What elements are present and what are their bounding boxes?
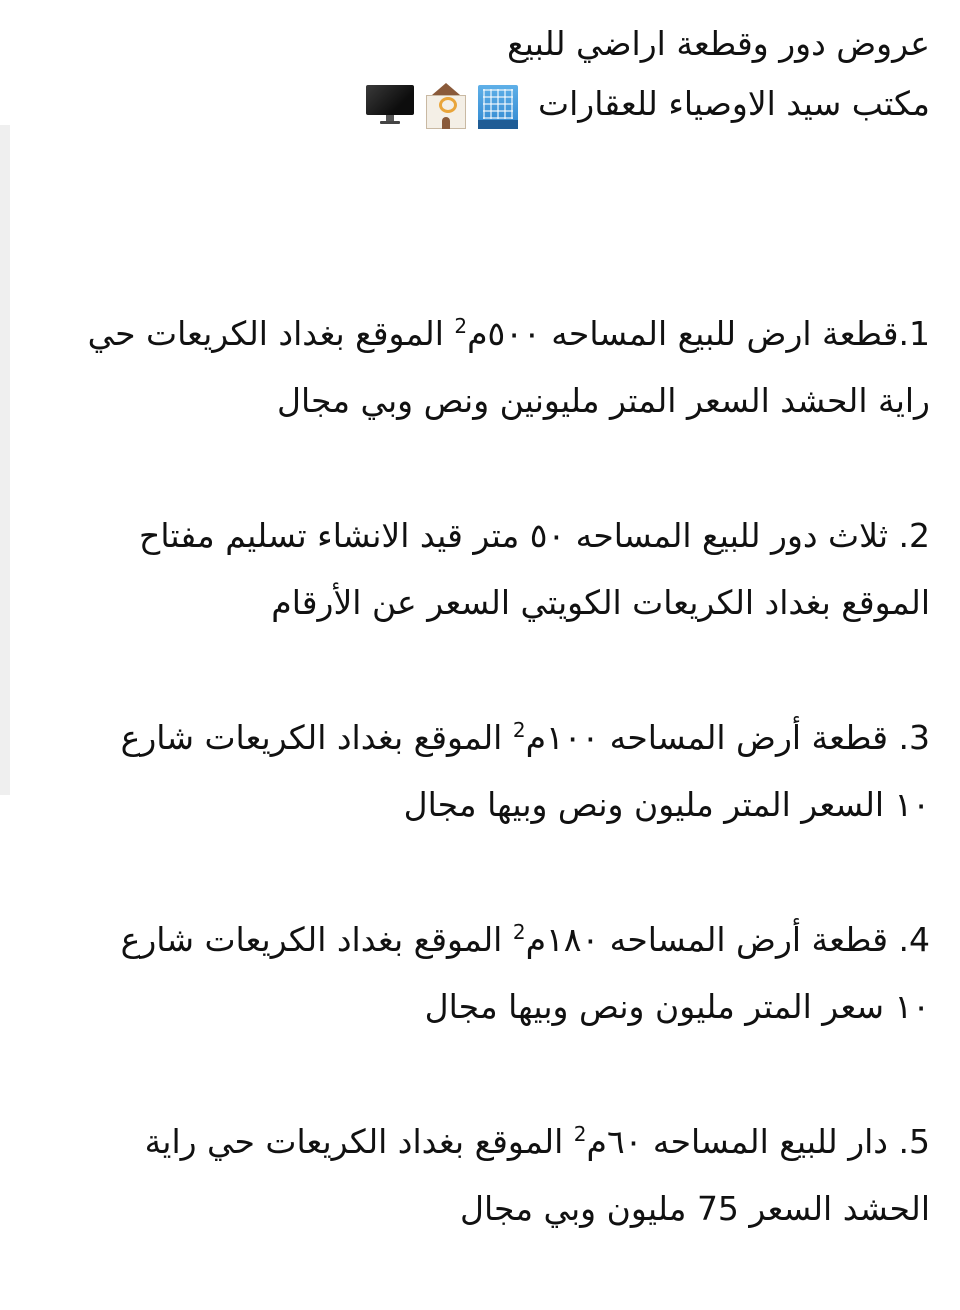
listing-text-cont: الموقع بغداد الكريعات حي راية الحشد السعر المتر مليونين ونص وبي مجال	[87, 314, 930, 420]
listing-text-cont: الموقع بغداد الكريعات شارع ١٠ السعر المتر مليون ونص وبيها مجال	[120, 718, 930, 824]
office-line	[78, 74, 930, 134]
listing-item	[78, 704, 930, 838]
listing-number: 5.	[888, 1122, 930, 1161]
desktop-computer-icon	[366, 83, 414, 127]
listing-text: قطعة أرض المساحه ١٨٠م	[525, 920, 889, 959]
listing-text: دار للبيع المساحه ٦٠م	[586, 1122, 889, 1161]
listing-number: 1.	[898, 314, 930, 353]
listing-text-cont: الموقع بغداد الكريعات حي راية الحشد السعر 75 مليون وبي مجال	[144, 1122, 930, 1228]
listing-number: 3.	[888, 718, 930, 757]
listing-item	[78, 906, 930, 1040]
listing-item	[78, 502, 930, 636]
listing-number: 4.	[888, 920, 930, 959]
square-superscript: 2	[573, 1122, 587, 1146]
square-superscript: 2	[512, 718, 526, 742]
listings	[78, 300, 930, 1242]
listing-text: ثلاث دور للبيع المساحه ٥٠ متر قيد الانشاء تسليم مفتاح الموقع بغداد الكريعات الكويتي السعر عن الأرقام	[139, 516, 930, 622]
listing-text-cont: الموقع بغداد الكريعات شارع ١٠ سعر المتر مليون ونص وبيها مجال	[120, 920, 930, 1026]
left-edge-strip	[0, 125, 10, 795]
post-office-icon	[424, 83, 468, 129]
listing-number: 2.	[888, 516, 930, 555]
square-superscript: 2	[454, 314, 468, 338]
square-superscript: 2	[512, 920, 526, 944]
office-name: مكتب سيد الاوصياء للعقارات	[538, 84, 930, 123]
emoji-row	[366, 83, 518, 129]
listing-item	[78, 300, 930, 434]
post-content	[78, 14, 930, 1310]
listing-item	[78, 1108, 930, 1242]
listing-text: قطعة ارض للبيع المساحه ٥٠٠م	[467, 314, 899, 353]
post-title: عروض دور وقطعة اراضي للبيع	[507, 24, 930, 63]
listing-text: قطعة أرض المساحه ١٠٠م	[525, 718, 889, 757]
office-building-icon	[478, 85, 518, 129]
